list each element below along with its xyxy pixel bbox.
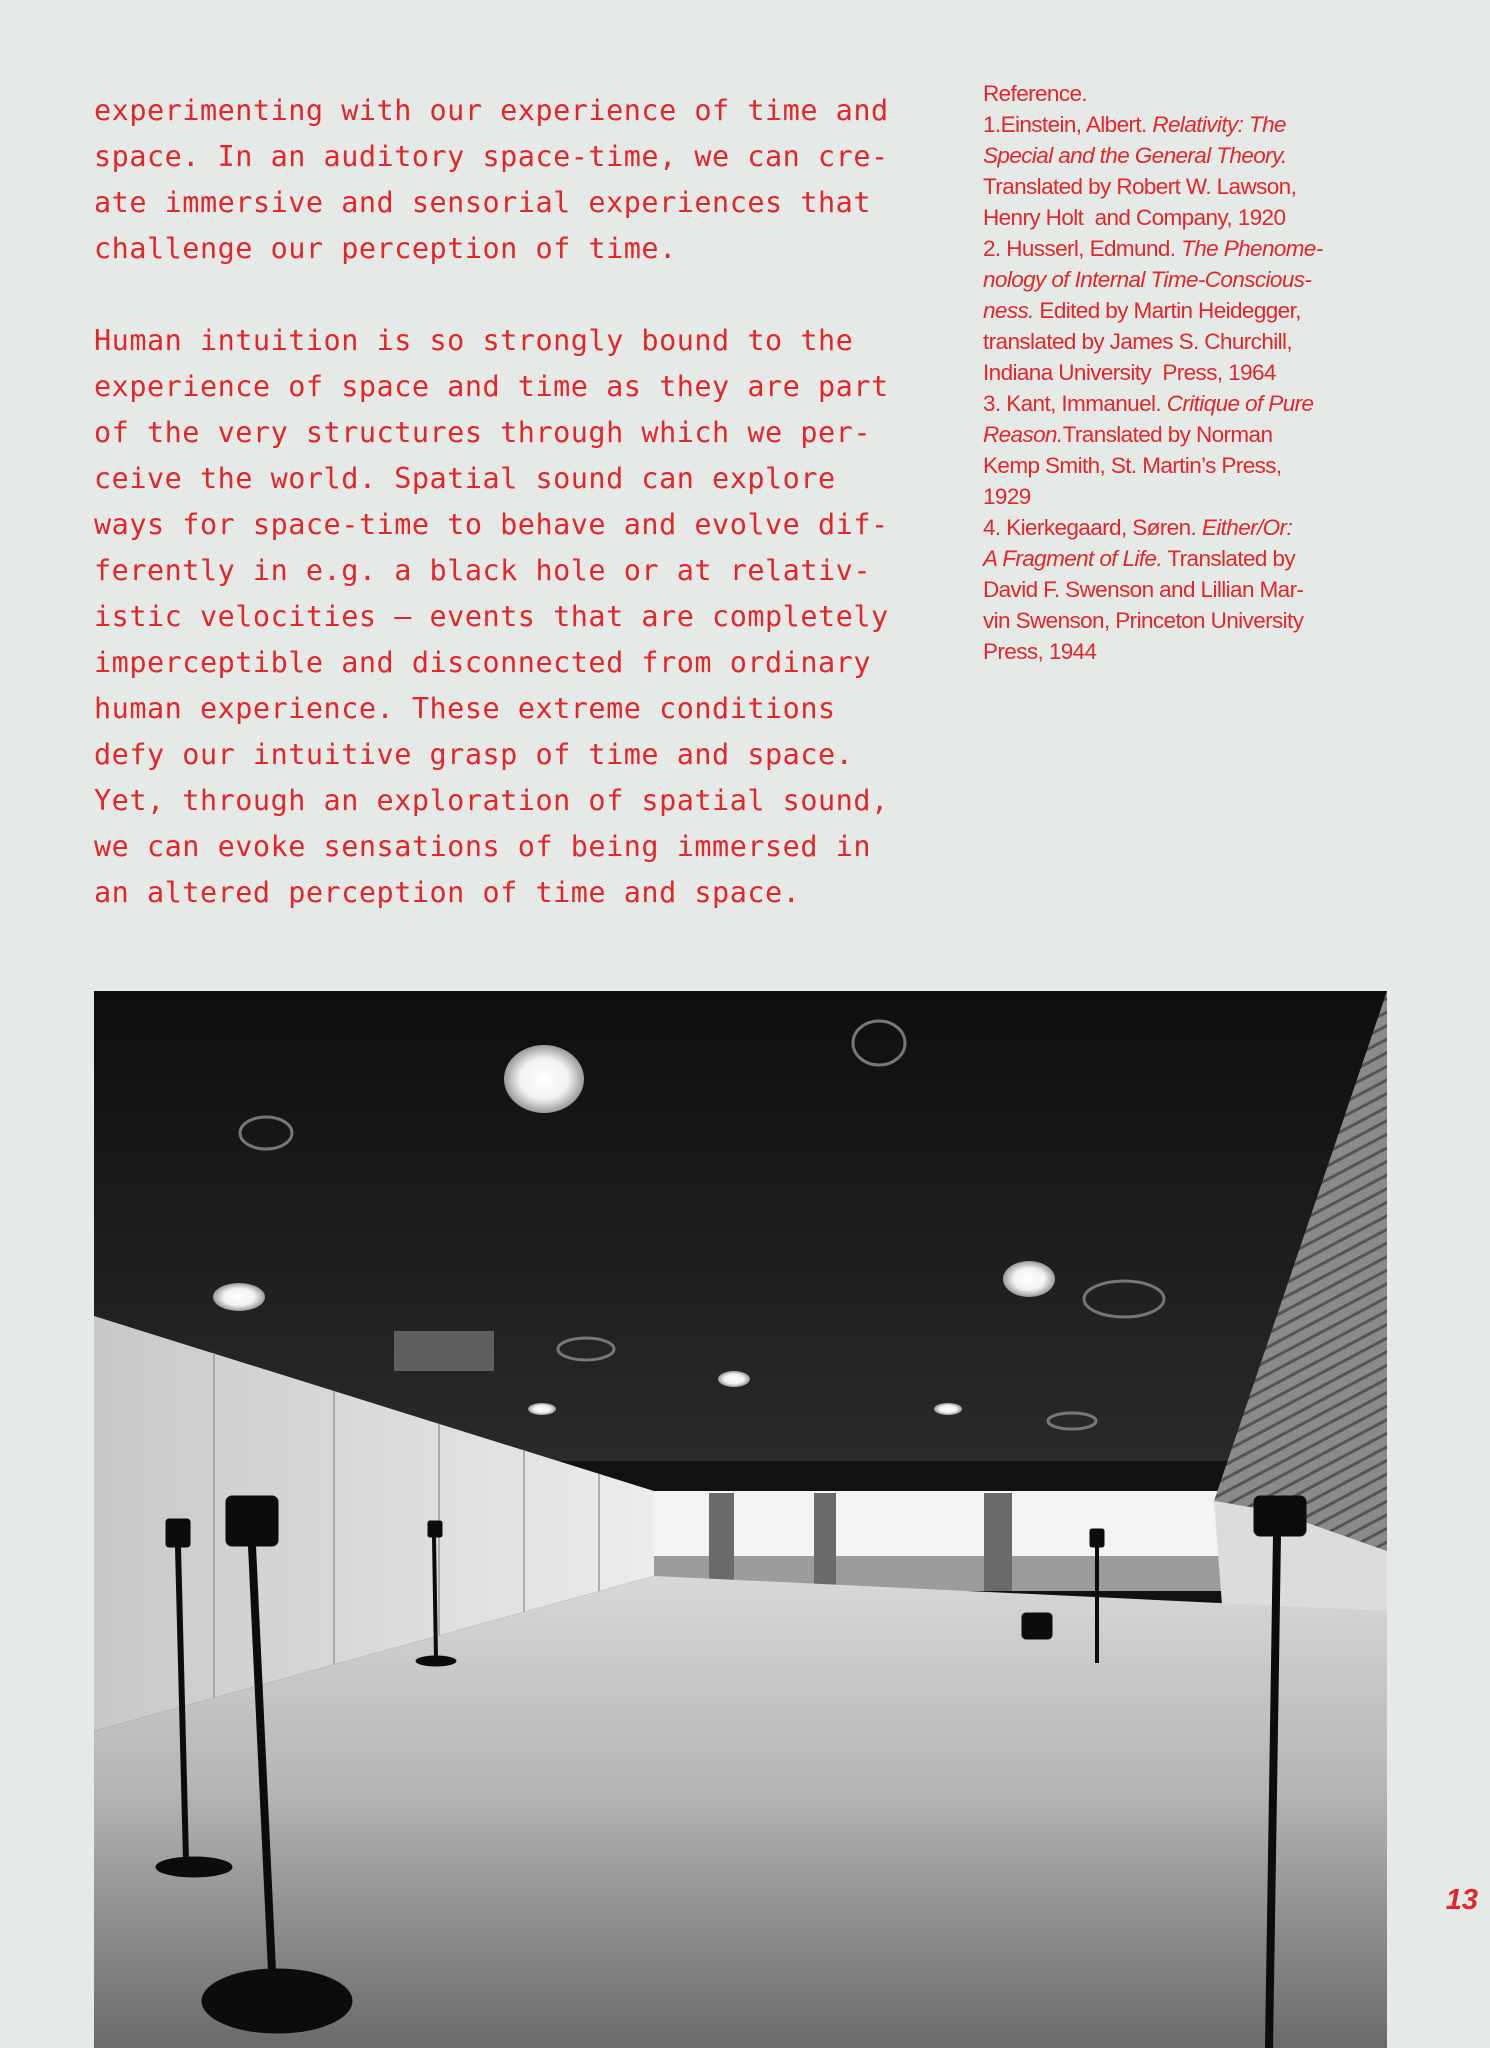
references <box>983 78 1413 667</box>
paragraph-2 <box>94 318 954 916</box>
reference-line <box>983 140 1413 171</box>
paragraph-1 <box>94 88 954 272</box>
reference-text: 1.Einstein, Albert. <box>983 112 1153 137</box>
reference-title: The Phenome- <box>1181 236 1323 261</box>
reference-text: Translated by <box>1162 546 1296 571</box>
text-line: we can evoke sensations of being immersed in <box>94 830 871 863</box>
reference-text: Kemp Smith, St. Martin’s Press, <box>983 453 1282 478</box>
reference-line <box>983 543 1413 574</box>
reference-text: translated by James S. Churchill, <box>983 329 1293 354</box>
reference-text: Press, 1944 <box>983 639 1097 664</box>
reference-line <box>983 574 1413 605</box>
reference-title: Either/Or: <box>1201 515 1293 540</box>
reference-line <box>983 171 1413 202</box>
reference-text: 4. Kierkegaard, Søren. <box>983 515 1202 540</box>
reference-title: Critique of Pure <box>1166 391 1314 416</box>
reference-text: Indiana University Press, 1964 <box>983 360 1276 385</box>
reference-title: Relativity: The <box>1152 112 1286 137</box>
room-photo <box>94 991 1387 2048</box>
reference-line <box>983 419 1413 450</box>
reference-text: David F. Swenson and Lillian Mar- <box>983 577 1304 602</box>
text-line: ways for space-time to behave and evolve dif- <box>94 508 889 541</box>
reference-line <box>983 264 1413 295</box>
reference-line <box>983 512 1413 543</box>
reference-line <box>983 636 1413 667</box>
reference-title: ness. <box>983 298 1034 323</box>
reference-title: Special and the General Theory. <box>983 143 1287 168</box>
reference-line <box>983 605 1413 636</box>
text-line: ceive the world. Spatial sound can explore <box>94 462 836 495</box>
page-number: 13 <box>1445 1884 1478 1916</box>
reference-line <box>983 450 1413 481</box>
text-line: istic velocities – events that are completely <box>94 600 889 633</box>
reference-line <box>983 357 1413 388</box>
text-line: defy our intuitive grasp of time and space. <box>94 738 854 771</box>
reference-title: Reason. <box>983 422 1063 447</box>
reference-line <box>983 388 1413 419</box>
text-line: of the very structures through which we per- <box>94 416 871 449</box>
reference-line <box>983 233 1413 264</box>
reference-title: A Fragment of Life. <box>983 546 1163 571</box>
references-heading: Reference. <box>983 81 1088 106</box>
reference-text: 2. Husserl, Edmund. <box>983 236 1182 261</box>
reference-text: 1929 <box>983 484 1031 509</box>
reference-line <box>983 481 1413 512</box>
reference-title: nology of Internal Time-Conscious- <box>983 267 1312 292</box>
text-line: challenge our perception of time. <box>94 232 677 265</box>
reference-text: Edited by Martin Heidegger, <box>1033 298 1301 323</box>
text-line: ferently in e.g. a black hole or at relativ- <box>94 554 871 587</box>
reference-text: Translated by Norman <box>1062 422 1273 447</box>
speaker-room-image <box>94 991 1387 2048</box>
reference-text: 3. Kant, Immanuel. <box>983 391 1167 416</box>
text-line: imperceptible and disconnected from ordinary <box>94 646 871 679</box>
reference-line <box>983 109 1413 140</box>
reference-text: Henry Holt and Company, 1920 <box>983 205 1286 230</box>
reference-list <box>983 109 1413 667</box>
text-line: Human intuition is so strongly bound to the <box>94 324 854 357</box>
text-line: an altered perception of time and space. <box>94 876 801 909</box>
reference-line <box>983 202 1413 233</box>
text-line: experience of space and time as they are part <box>94 370 889 403</box>
text-line: space. In an auditory space-time, we can cre- <box>94 140 889 173</box>
text-line: ate immersive and sensorial experiences that <box>94 186 871 219</box>
body-text <box>94 88 954 962</box>
text-line: human experience. These extreme conditions <box>94 692 836 725</box>
text-line: Yet, through an exploration of spatial sound, <box>94 784 889 817</box>
reference-text: Translated by Robert W. Lawson, <box>983 174 1297 199</box>
reference-line <box>983 326 1413 357</box>
reference-line <box>983 295 1413 326</box>
reference-text: vin Swenson, Princeton University <box>983 608 1304 633</box>
text-line: experimenting with our experience of time and <box>94 94 889 127</box>
